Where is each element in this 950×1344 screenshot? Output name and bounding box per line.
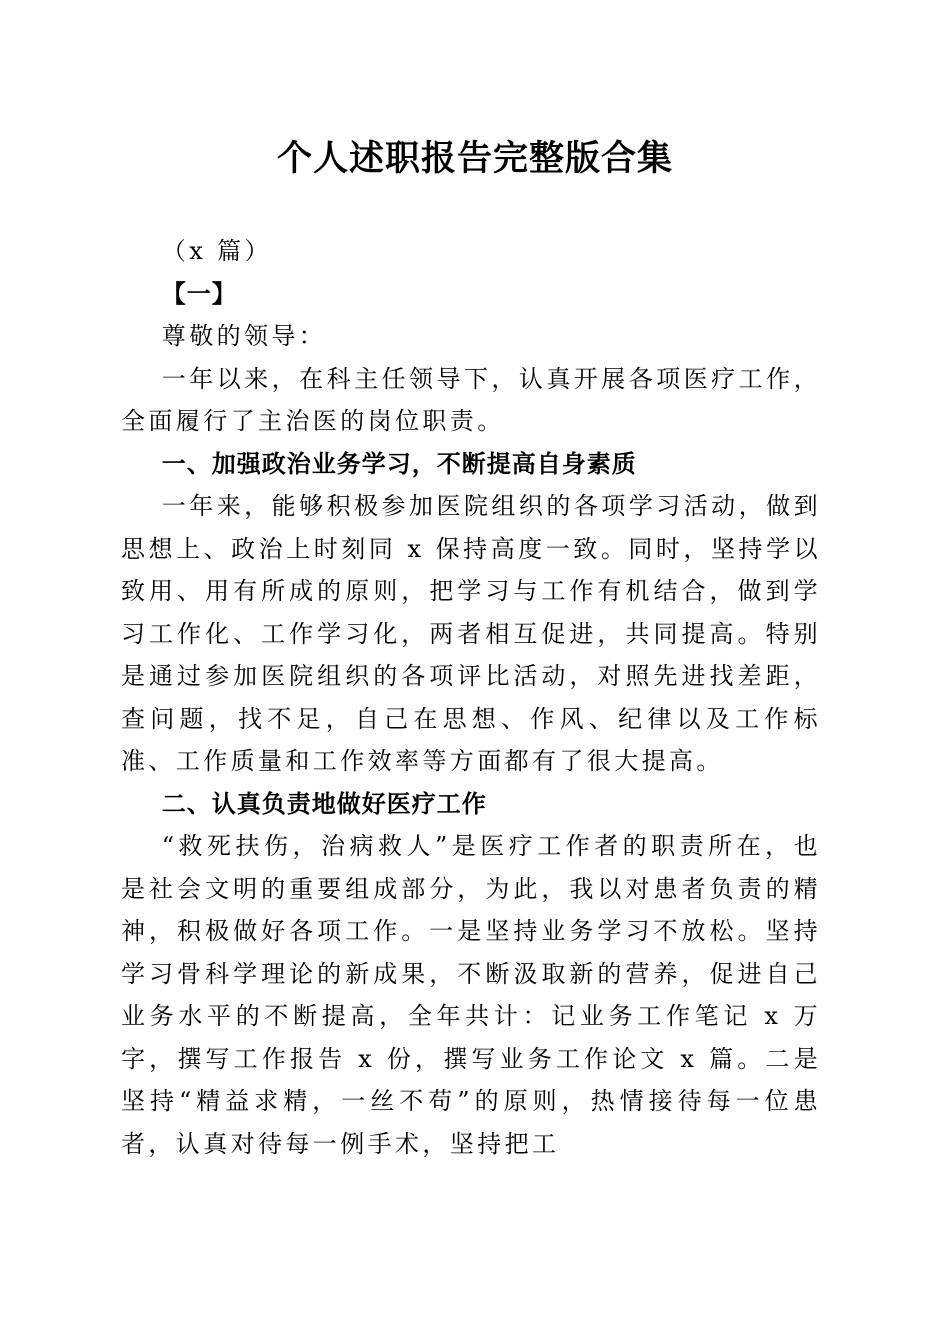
body-paragraph-1: 一年来，能够积极参加医院组织的各项学习活动，做到思想上、政治上时刻同 x 保持高度一致。同时，坚持学以致用、用有所成的原则，把学习与工作有机结合，做到学习工作化、工作学习化，两者相互促进，共同提高。特别是通过参加医院组织的各项评比活动，对照先进找差距，查问题，找不足，自己在思想、作风、纪律以及工作标准、工作质量和工作效率等方面都有了很大提高。 — [121, 492, 821, 775]
salutation: 尊敬的领导： — [161, 322, 327, 350]
count-note: （x 篇） — [161, 237, 272, 265]
document-body — [121, 230, 821, 1165]
section-marker: 【一】 — [161, 278, 237, 308]
section-heading-1: 一、加强政治业务学习，不断提高自身素质 — [161, 449, 637, 478]
section-heading-2: 二、认真负责地做好医疗工作 — [161, 789, 487, 818]
intro-paragraph: 一年以来，在科主任领导下，认真开展各项医疗工作，全面履行了主治医的岗位职责。 — [121, 364, 821, 435]
body-paragraph-2: “救死扶伤，治病救人”是医疗工作者的职责所在，也是社会文明的重要组成部分，为此，我以对患者负责的精神，积极做好各项工作。一是坚持业务学习不放松。坚持学习骨科学理论的新成果，不断汲取新的营养，促进自己业务水平的不断提高，全年共计：记业务工作笔记 x 万字，撰写工作报告 x 份，撰写业务工作论文 x 篇。二是坚持“精益求精，一丝不苟”的原则，热情接待每一位患者，认真对待每一例手术，坚持把工 — [121, 832, 821, 1158]
document-title: 个人述职报告完整版合集 — [276, 138, 673, 179]
